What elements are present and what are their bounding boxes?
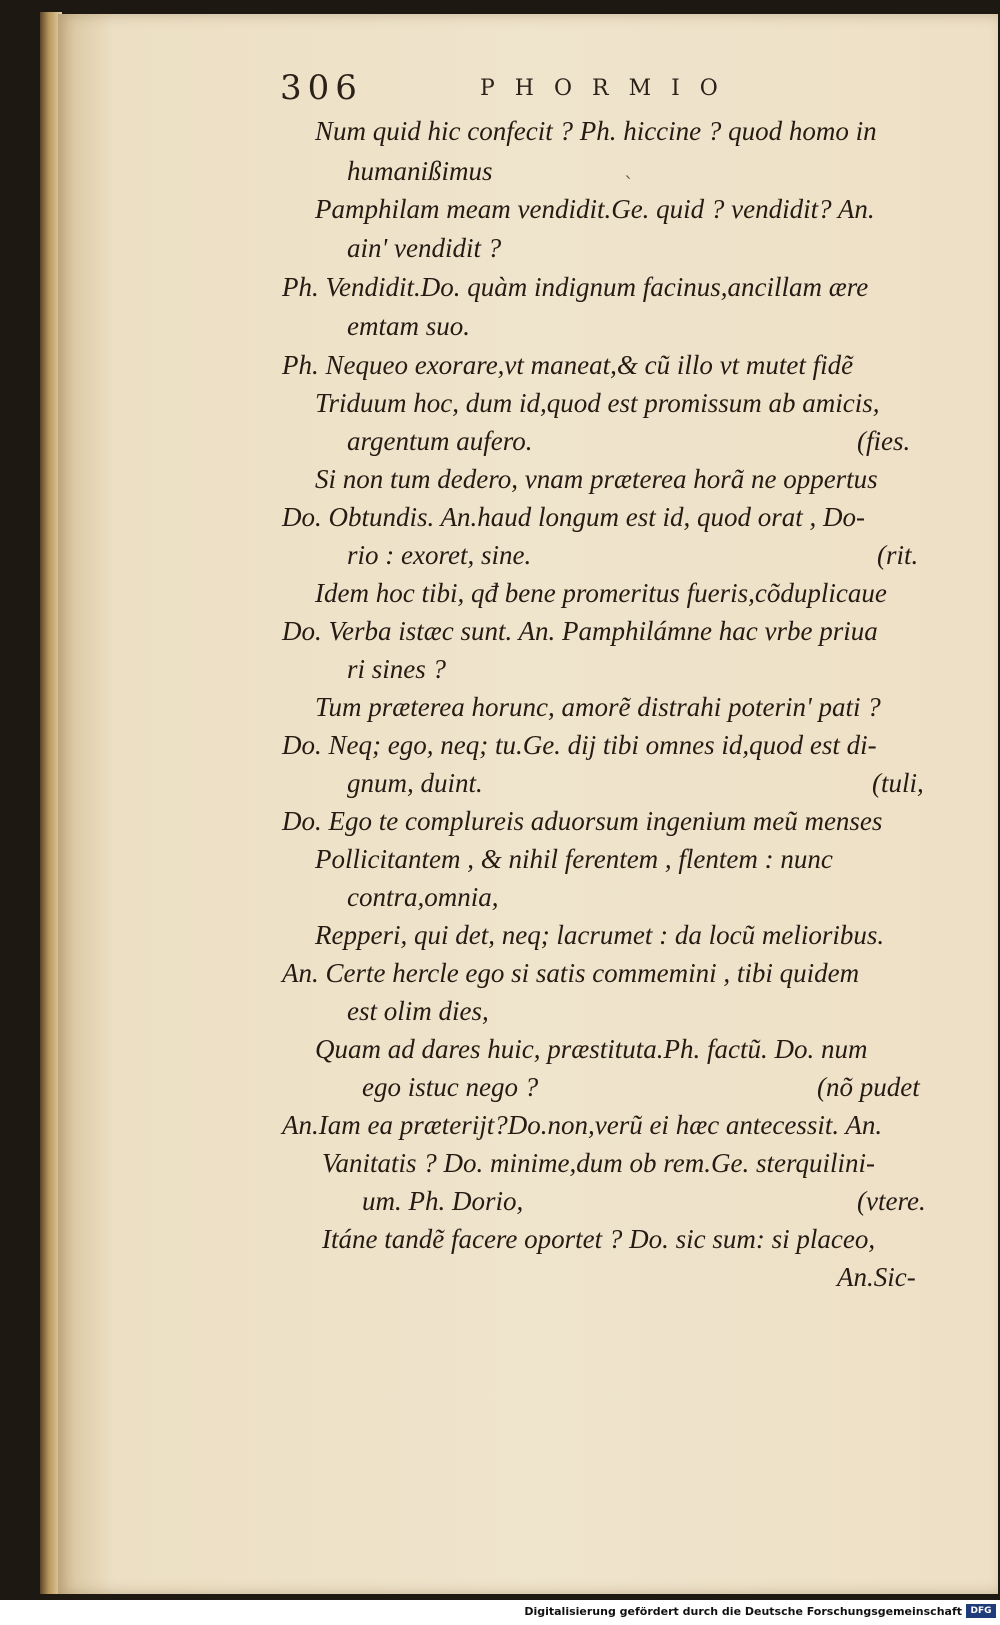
text-line: Ph. Nequeo exorare,vt maneat,& cũ illo vt mutet fidẽ xyxy=(282,350,854,380)
text-line: Vanitatis ? Do. minime,dum ob rem.Ge. sterquilini- xyxy=(322,1148,875,1178)
text-line: rio : exoret, sine. xyxy=(347,540,532,570)
footer-bar xyxy=(0,1600,1000,1625)
text-line: Pamphilam meam vendidit.Ge. quid ? vendidit? An. xyxy=(315,194,875,224)
text-line: Do. Neq; ego, neq; tu.Ge. dij tibi omnes id,quod est di- xyxy=(282,730,877,760)
page-number: 306 xyxy=(280,68,363,108)
text-line: ain' vendidit ? xyxy=(347,233,502,263)
running-title: PHORMIO xyxy=(480,76,738,101)
text-line: Triduum hoc, dum id,quod est promissum ab amicis, xyxy=(315,388,880,418)
text-line: humanißimus xyxy=(347,156,493,186)
text-line: Si non tum dedero, vnam præterea horã ne oppertus xyxy=(315,464,878,494)
catchword-right: (vtere. xyxy=(857,1186,926,1216)
dfg-logo-icon: DFG xyxy=(966,1604,996,1618)
text-line: argentum aufero. xyxy=(347,426,533,456)
text-line: Idem hoc tibi, qđ bene promeritus fueris,cõduplicaue xyxy=(315,578,887,608)
text-line: contra,omnia, xyxy=(347,882,499,912)
catchword-right: (tuli, xyxy=(872,768,924,798)
text-line: Do. Obtundis. An.haud longum est id, quod orat , Do- xyxy=(282,502,866,532)
text-line: gnum, duint. xyxy=(347,768,483,798)
catchword-right: (rit. xyxy=(877,540,919,570)
text-line: Itáne tandẽ facere oportet ? Do. sic sum: si placeo, xyxy=(322,1224,876,1254)
text-line: Num quid hic confecit ? Ph. hiccine ? quod homo in xyxy=(315,116,877,146)
text-line: Do. Ego te complureis aduorsum ingenium meũ menses xyxy=(282,806,883,836)
funding-credit: Digitalisierung gefördert durch die Deutsche Forschungsgemeinschaft xyxy=(524,1605,962,1618)
text-line: Repperi, qui det, neq; lacrumet : da locũ melioribus. xyxy=(315,920,885,950)
text-line: Quam ad dares huic, præstituta.Ph. factũ. Do. num xyxy=(315,1034,868,1064)
text-line: Pollicitantem , & nihil ferentem , flentem : nunc xyxy=(315,844,833,874)
text-line: An. Certe hercle ego si satis commemini , tibi quidem xyxy=(282,958,860,988)
catchword: An.Sic- xyxy=(837,1262,916,1292)
text-line: est olim dies, xyxy=(347,996,489,1026)
text-line: ri sines ? xyxy=(347,654,447,684)
text-line: emtam suo. xyxy=(347,311,470,341)
text-line: Do. Verba istæc sunt. An. Pamphilámne hac vrbe priua xyxy=(282,616,878,646)
ink-speck: ˋ xyxy=(624,172,634,196)
page-header xyxy=(280,68,800,108)
catchword-right: (nõ pudet xyxy=(817,1072,920,1102)
text-line: Ph. Vendidit.Do. quàm indignum facinus,ancillam ære xyxy=(282,272,869,302)
text-line: ego istuc nego ? xyxy=(362,1072,539,1102)
text-line: An.Iam ea præterijt?Do.non,verũ ei hæc antecessit. An. xyxy=(282,1110,883,1140)
text-line: Tum præterea horunc, amorẽ distrahi poterin' pati ? xyxy=(315,692,881,722)
text-line: um. Ph. Dorio, xyxy=(362,1186,524,1216)
catchword-right: (fies. xyxy=(857,426,911,456)
